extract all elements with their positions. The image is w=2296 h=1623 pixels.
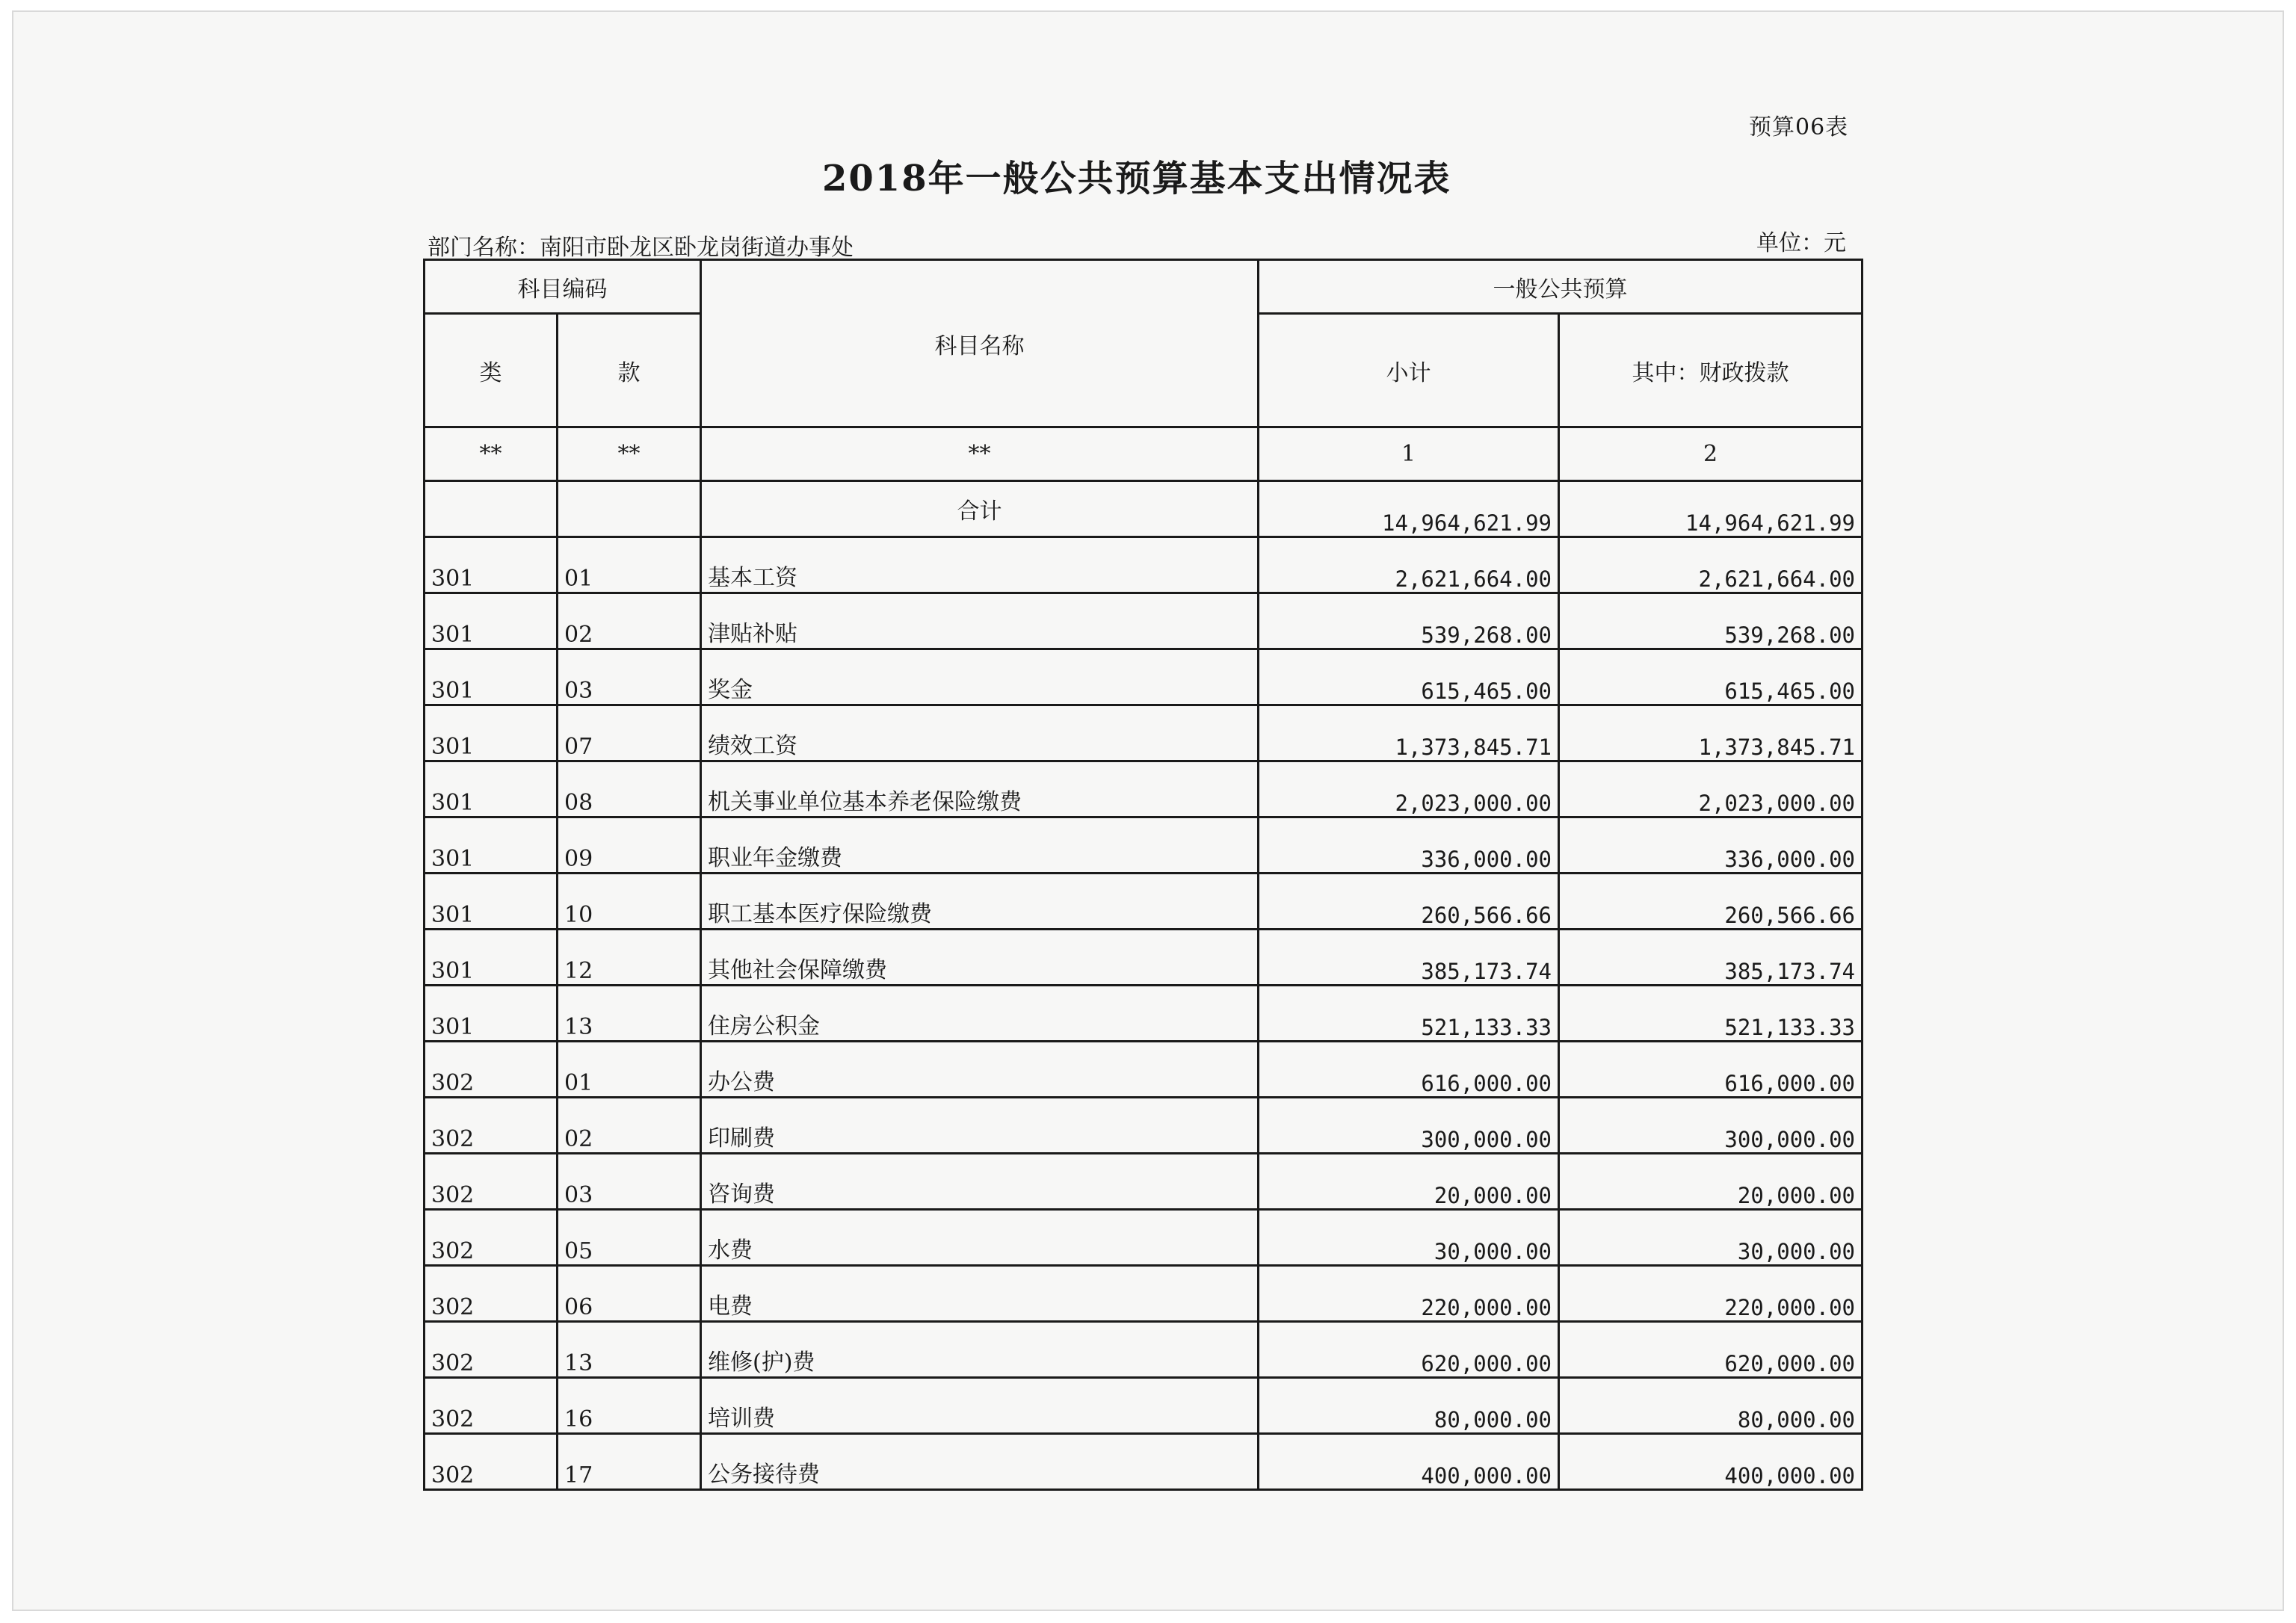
header-class: 类 [425,314,558,427]
stars-name: ** [701,427,1259,481]
unit-label: 单位：元 [1756,230,1846,256]
item-code: 03 [558,649,701,705]
subtotal-value: 616,000.00 [1259,1042,1559,1098]
fiscal-value: 385,173.74 [1559,930,1863,986]
subject-name: 绩效工资 [701,705,1259,761]
item-code: 09 [558,817,701,874]
subtotal-value: 620,000.00 [1259,1322,1559,1378]
total-row [425,481,1863,537]
class-code: 301 [425,593,558,649]
class-code: 301 [425,537,558,593]
subject-name: 津贴补贴 [701,593,1259,649]
table-row [425,1154,1863,1210]
subtotal-value: 539,268.00 [1259,593,1559,649]
item-code: 05 [558,1210,701,1266]
subtotal-value: 521,133.33 [1259,986,1559,1042]
total-fiscal: 14,964,621.99 [1559,481,1863,537]
class-code: 302 [425,1266,558,1322]
class-code: 302 [425,1434,558,1490]
table-row [425,817,1863,874]
subtotal-value: 400,000.00 [1259,1434,1559,1490]
subject-name: 咨询费 [701,1154,1259,1210]
fiscal-value: 30,000.00 [1559,1210,1863,1266]
subtotal-value: 30,000.00 [1259,1210,1559,1266]
fiscal-value: 539,268.00 [1559,593,1863,649]
class-code: 302 [425,1322,558,1378]
fiscal-value: 1,373,845.71 [1559,705,1863,761]
item-code: 08 [558,761,701,817]
fiscal-value: 20,000.00 [1559,1154,1863,1210]
table-row [425,761,1863,817]
department-name: 部门名称：南阳市卧龙区卧龙岗街道办事处 [428,235,854,261]
class-code: 302 [425,1154,558,1210]
table-row [425,986,1863,1042]
subject-name: 机关事业单位基本养老保险缴费 [701,761,1259,817]
item-code: 06 [558,1266,701,1322]
table-row [425,1322,1863,1378]
fiscal-value: 260,566.66 [1559,874,1863,930]
item-code: 12 [558,930,701,986]
class-code: 302 [425,1378,558,1434]
column-number-2: 2 [1559,427,1863,481]
subject-name: 培训费 [701,1378,1259,1434]
table-row [425,1378,1863,1434]
subtotal-value: 300,000.00 [1259,1098,1559,1154]
fiscal-value: 300,000.00 [1559,1098,1863,1154]
subtotal-value: 80,000.00 [1259,1378,1559,1434]
class-code: 301 [425,986,558,1042]
subtotal-value: 2,621,664.00 [1259,537,1559,593]
fiscal-value: 2,621,664.00 [1559,537,1863,593]
header-item: 款 [558,314,701,427]
fiscal-value: 80,000.00 [1559,1378,1863,1434]
fiscal-value: 2,023,000.00 [1559,761,1863,817]
item-code: 03 [558,1154,701,1210]
item-code: 02 [558,1098,701,1154]
header-subject-code: 科目编码 [425,260,701,314]
subject-name: 电费 [701,1266,1259,1322]
subtotal-value: 1,373,845.71 [1259,705,1559,761]
class-code: 301 [425,874,558,930]
table-row [425,649,1863,705]
class-code: 301 [425,930,558,986]
item-code: 07 [558,705,701,761]
subtotal-value: 20,000.00 [1259,1154,1559,1210]
fiscal-value: 615,465.00 [1559,649,1863,705]
table-row [425,593,1863,649]
fiscal-value: 521,133.33 [1559,986,1863,1042]
fiscal-value: 620,000.00 [1559,1322,1863,1378]
class-code: 302 [425,1098,558,1154]
header-subject-name: 科目名称 [701,260,1259,427]
total-label: 合计 [701,481,1259,537]
subtotal-value: 220,000.00 [1259,1266,1559,1322]
total-item-cell [558,481,701,537]
page-title: 2018年一般公共预算基本支出情况表 [822,158,1451,200]
fiscal-value: 220,000.00 [1559,1266,1863,1322]
subject-name: 水费 [701,1210,1259,1266]
table-row [425,1042,1863,1098]
subject-name: 基本工资 [701,537,1259,593]
item-code: 01 [558,1042,701,1098]
header-fiscal-allocation: 其中：财政拨款 [1559,314,1863,427]
subtotal-value: 2,023,000.00 [1259,761,1559,817]
class-code: 301 [425,705,558,761]
subtotal-value: 336,000.00 [1259,817,1559,874]
subject-name: 印刷费 [701,1098,1259,1154]
item-code: 16 [558,1378,701,1434]
class-code: 302 [425,1042,558,1098]
subject-name: 办公费 [701,1042,1259,1098]
item-code: 10 [558,874,701,930]
stars-class: ** [425,427,558,481]
table-row [425,874,1863,930]
table-row [425,1434,1863,1490]
total-class-cell [425,481,558,537]
item-code: 13 [558,1322,701,1378]
subject-name: 职工基本医疗保险缴费 [701,874,1259,930]
subject-name: 维修(护)费 [701,1322,1259,1378]
item-code: 17 [558,1434,701,1490]
item-code: 13 [558,986,701,1042]
form-code: 预算06表 [1749,114,1849,140]
table-row [425,1266,1863,1322]
subtotal-value: 385,173.74 [1259,930,1559,986]
budget-table [423,259,1863,1491]
subject-name: 住房公积金 [701,986,1259,1042]
item-code: 02 [558,593,701,649]
total-subtotal: 14,964,621.99 [1259,481,1559,537]
class-code: 302 [425,1210,558,1266]
subject-name: 职业年金缴费 [701,817,1259,874]
item-code: 01 [558,537,701,593]
stars-item: ** [558,427,701,481]
header-subtotal: 小计 [1259,314,1559,427]
table-row [425,1210,1863,1266]
class-code: 301 [425,761,558,817]
header-general-budget: 一般公共预算 [1259,260,1863,314]
fiscal-value: 616,000.00 [1559,1042,1863,1098]
fiscal-value: 400,000.00 [1559,1434,1863,1490]
class-code: 301 [425,817,558,874]
subtotal-value: 615,465.00 [1259,649,1559,705]
subtotal-value: 260,566.66 [1259,874,1559,930]
subject-name: 奖金 [701,649,1259,705]
table-row [425,930,1863,986]
subject-name: 公务接待费 [701,1434,1259,1490]
table-row [425,705,1863,761]
table-row [425,1098,1863,1154]
subject-name: 其他社会保障缴费 [701,930,1259,986]
table-row [425,537,1863,593]
column-number-1: 1 [1259,427,1559,481]
class-code: 301 [425,649,558,705]
fiscal-value: 336,000.00 [1559,817,1863,874]
